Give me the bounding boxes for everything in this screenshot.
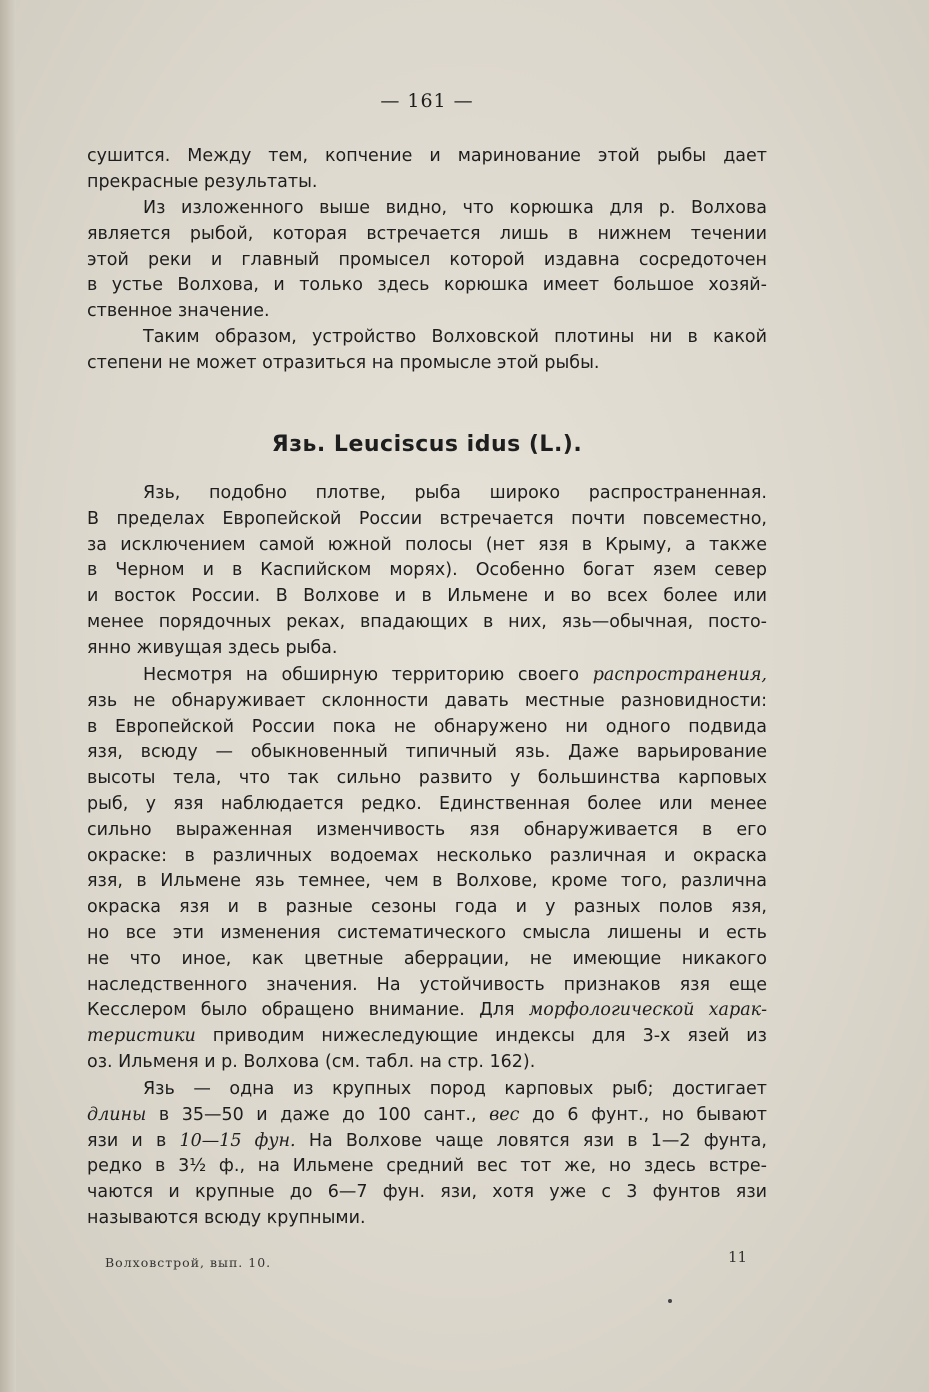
text-line: янно живущая здесь рыба. [87, 637, 338, 658]
text-line: редко в 3½ ф., на Ильмене средний вес тот же, но здесь встре- [87, 1156, 767, 1177]
text-line: в устье Волхова, и только здесь корюшка имеет большое хозяй- [87, 275, 767, 296]
italic-term: распространения, [592, 665, 767, 685]
italic-term: длины [87, 1104, 147, 1125]
text-fragment: Несмотря на обширную территорию своего [143, 665, 580, 685]
text-line [87, 1103, 767, 1129]
text-line: окраска язя и в разные сезоны года и у разных полов язя, [87, 897, 767, 918]
text-line: Язь — одна из крупных пород карповых рыб; достигает [143, 1079, 767, 1099]
text-line: степени не может отразиться на промысле этой рыбы. [87, 352, 600, 373]
footer-signature-number: 11 [728, 1248, 748, 1266]
text-line: окраске: в различных водоемах несколько различная и окраска [87, 845, 767, 866]
text-line: Таким образом, устройство Волховской плотины ни в какой [143, 327, 767, 347]
text-line: является рыбой, которая встречается лишь в нижнем течении [87, 223, 767, 244]
text-line: этой реки и главный промысел которой издавна сосредоточен [87, 249, 767, 270]
italic-term: теристики [87, 1026, 196, 1047]
text-line: оз. Ильменя и р. Волхова (см. табл. на стр. 162). [87, 1051, 536, 1072]
text-line: ственное значение. [87, 301, 270, 322]
text-line: в Черном и в Каспийском морях). Особенно богат язем север [87, 560, 767, 581]
text-line: за исключением самой южной полосы (нет язя в Крыму, а также [87, 534, 767, 555]
paragraph-1 [87, 144, 767, 196]
text-line: прекрасные результаты. [87, 171, 318, 192]
text-line: Язь, подобно плотве, рыба широко распространенная. [143, 483, 767, 503]
italic-term: морфологической харак- [528, 1000, 767, 1021]
text-line: В пределах Европейской России встречается почти повсеместно, [87, 508, 767, 529]
text-line [87, 663, 767, 689]
text-line [87, 1024, 767, 1050]
text-line: и восток России. В Волхове и в Ильмене и во всех более или [87, 586, 767, 607]
italic-term: вес [489, 1104, 520, 1125]
text-fragment: На Волхове чаще ловятся язи в 1—2 фунта, [308, 1130, 767, 1151]
text-line: не что иное, как цветные аберрации, не имеющие никакого [87, 948, 767, 969]
text-fragment: до 6 фунт., но бывают [532, 1104, 767, 1125]
text-line: чаются и крупные до 6—7 фун. язи, хотя уже с 3 фунтов язи [87, 1182, 767, 1203]
text-line: язя, всюду — обыкновенный типичный язь. Даже варьирование [87, 742, 767, 763]
text-line: называются всюду крупными. [87, 1207, 366, 1228]
text-line: сушится. Между тем, копчение и маринование этой рыбы дает [87, 146, 767, 166]
page-number: — 161 — [380, 90, 474, 112]
paragraph-2 [87, 196, 767, 325]
text-line: в Европейской России пока не обнаружено ни одного подвида [87, 716, 767, 737]
paragraph-3 [87, 325, 767, 377]
text-line [87, 998, 767, 1024]
print-speck [668, 1299, 672, 1303]
text-line: сильно выраженная изменчивость язя обнаруживается в его [87, 819, 767, 840]
text-line [87, 1129, 767, 1155]
section-heading: Язь. Leuciscus idus (L.). [271, 432, 583, 457]
text-line: менее порядочных реках, впадающих в них, язь—обычная, посто- [87, 611, 767, 632]
paragraph-5 [87, 663, 767, 1076]
text-fragment: приводим нижеследующие индексы для 3-х язей из [212, 1026, 767, 1047]
paragraph-4 [87, 481, 767, 662]
paragraph-6 [87, 1077, 767, 1232]
text-line: язя, в Ильмене язь темнее, чем в Волхове, кроме того, различна [87, 871, 767, 892]
text-line: но все эти изменения систематического смысла лишены и есть [87, 922, 767, 943]
italic-term: 10—15 фун. [179, 1130, 296, 1151]
text-line: высоты тела, что так сильно развито у большинства карповых [87, 768, 767, 789]
text-fragment: язи и в [87, 1130, 167, 1151]
text-fragment: Кесслером было обращено внимание. Для [87, 1000, 515, 1021]
text-line: язь не обнаруживает склонности давать местные разновидности: [87, 690, 767, 711]
text-line: наследственного значения. На устойчивость признаков язя еще [87, 974, 767, 995]
page-edge [0, 0, 16, 1392]
footer-publication: Волховстрой, вып. 10. [105, 1255, 272, 1270]
text-fragment: в 35—50 и даже до 100 сант., [158, 1104, 477, 1125]
text-line: Из изложенного выше видно, что корюшка для р. Волхова [143, 198, 767, 218]
text-line: рыб, у язя наблюдается редко. Единственная более или менее [87, 793, 767, 814]
